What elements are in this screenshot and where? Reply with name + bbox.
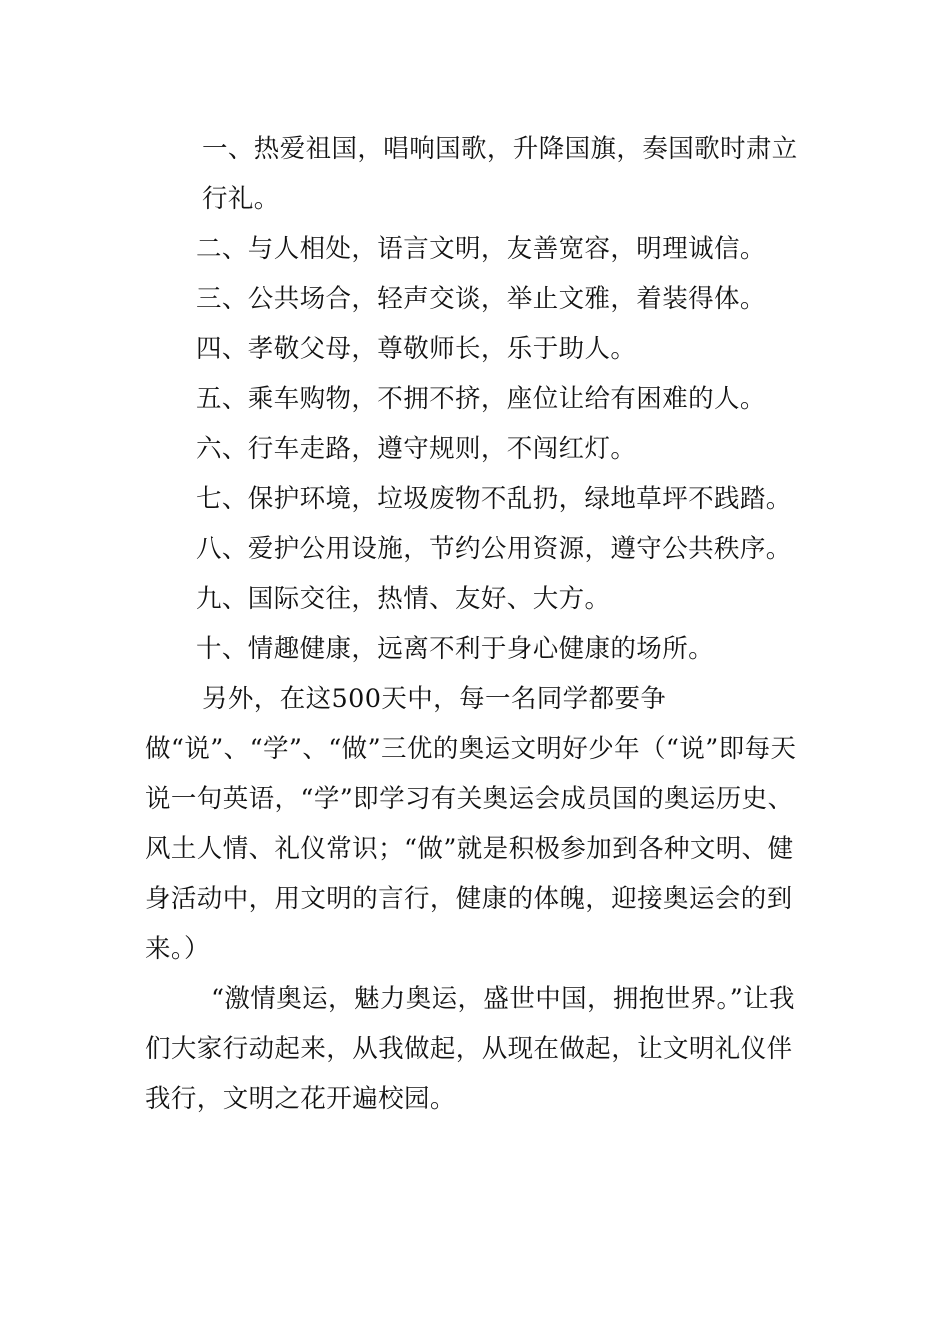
rule-item-9: 九、国际交往，热情、友好、大方。 [196,584,611,614]
rule-item-2: 二、与人相处，语言文明，友善宽容，明理诚信。 [196,234,766,264]
rule-item-1: 一、热爱祖国，唱响国歌，升降国旗，奏国歌时肃立行礼。 [202,134,798,214]
rule-item-5: 五、乘车购物，不拥不挤，座位让给有困难的人。 [196,384,766,414]
rule-item-4: 四、孝敬父母，尊敬师长，乐于助人。 [196,334,637,364]
closing-paragraph: “激情奥运，魅力奥运，盛世中国，拥抱世界。”让我们大家行动起来，从我做起，从现在做起，让文明礼仪伴我行，文明之花开遍校园。 [145,984,795,1114]
document-body [145,124,810,1124]
rule-item-7: 七、保护环境，垃圾废物不乱扔，绿地草坪不践踏。 [196,484,792,514]
rule-item-10: 十、情趣健康，远离不利于身心健康的场所。 [196,634,715,664]
rule-item-8: 八、爱护公用设施，节约公用资源，遵守公共秩序。 [196,534,792,564]
rule-item-3: 三、公共场合，轻声交谈，举止文雅，着装得体。 [196,284,766,314]
extra-paragraph: 另外，在这500天中，每一名同学都要争做“说”、“学”、“做”三优的奥运文明好少年（“说”即每天说一句英语，“学”即学习有关奥运会成员国的奥运历史、风土人情、礼仪常识；“做”就是积极参加到各种文明、健身活动中，用文明的言行，健康的体魄，迎接奥运会的到来。） [145,684,797,964]
rule-item-6: 六、行车走路，遵守规则，不闯红灯。 [196,434,637,464]
